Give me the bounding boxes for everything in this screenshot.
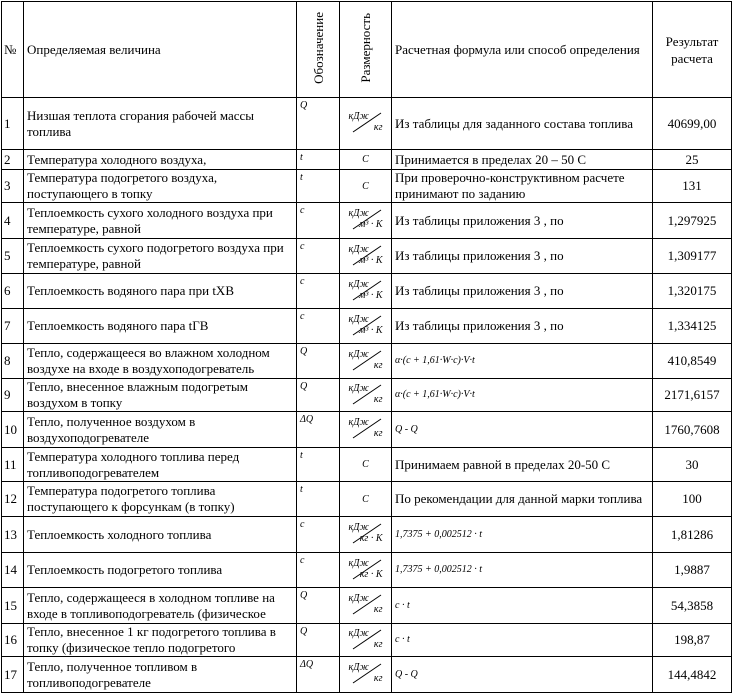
row-unit (340, 274, 392, 309)
row-symbol: Q (297, 344, 340, 379)
row-unit (340, 517, 392, 553)
unit-fraction (347, 243, 385, 267)
row-result: 1,334125 (653, 309, 732, 344)
row-num: 13 (2, 517, 24, 553)
row-unit (340, 379, 392, 412)
row-num: 8 (2, 344, 24, 379)
unit-fraction (347, 521, 385, 545)
table-header-row (2, 2, 732, 98)
row-result: 100 (653, 482, 732, 517)
row-formula: 1,7375 + 0,002512 · t (392, 553, 653, 588)
row-formula: c · t (392, 588, 653, 624)
header-unit-text: Размерность (358, 12, 373, 83)
row-formula: Из таблицы приложения 3 , по (392, 309, 653, 344)
header-formula: Расчетная формула или способ определения (392, 2, 653, 98)
row-symbol: ΔQ (297, 657, 340, 693)
row-formula: Из таблицы для заданного состава топлива (392, 98, 653, 150)
unit-numerator: кДж (348, 243, 369, 255)
unit-fraction (347, 382, 385, 406)
unit-text: C (362, 154, 369, 165)
row-symbol: c (297, 274, 340, 309)
row-num: 10 (2, 412, 24, 448)
row-unit (340, 482, 392, 517)
row-result: 144,4842 (653, 657, 732, 693)
unit-fraction (347, 278, 385, 302)
calculation-table (1, 1, 732, 693)
row-name: Теплоемкость холодного топлива (24, 517, 297, 553)
row-num: 11 (2, 448, 24, 482)
row-symbol: Q (297, 588, 340, 624)
unit-numerator: кДж (348, 111, 369, 122)
table-row (2, 98, 732, 150)
row-num: 14 (2, 553, 24, 588)
row-symbol: c (297, 553, 340, 588)
unit-numerator: кДж (348, 417, 369, 428)
row-symbol: ΔQ (297, 412, 340, 448)
row-num: 6 (2, 274, 24, 309)
unit-denominator: кг (373, 604, 383, 615)
row-result: 1760,7608 (653, 412, 732, 448)
row-result: 2171,6157 (653, 379, 732, 412)
unit-fraction (347, 557, 385, 581)
unit-numerator: кДж (348, 278, 369, 290)
row-name: Теплоемкость подогретого топлива (24, 553, 297, 588)
unit-denominator: кг (373, 393, 383, 405)
row-result: 54,3858 (653, 588, 732, 624)
table-body (2, 98, 732, 693)
unit-denominator: м³ · K (358, 289, 383, 301)
row-unit (340, 624, 392, 657)
unit-numerator: кДж (348, 382, 369, 394)
unit-numerator: кДж (348, 313, 369, 325)
header-symbol-text: Обозначение (310, 11, 326, 84)
unit-fraction (347, 207, 385, 231)
row-num: 5 (2, 239, 24, 274)
unit-numerator: кДж (348, 593, 369, 604)
unit-denominator: м³ · K (358, 219, 383, 230)
row-name: Теплоемкость водяного пара tГВ (24, 309, 297, 344)
row-formula: α·(c + 1,61·W·c)·V·t (392, 379, 653, 412)
unit-numerator: кДж (348, 662, 369, 673)
row-num: 15 (2, 588, 24, 624)
row-unit (340, 98, 392, 150)
unit-fraction (347, 313, 385, 337)
table-row (2, 412, 732, 448)
header-unit (340, 2, 392, 98)
row-symbol: c (297, 239, 340, 274)
row-formula: Q - Q (392, 657, 653, 693)
table-row (2, 517, 732, 553)
unit-fraction (347, 416, 385, 440)
table-row (2, 448, 732, 482)
unit-denominator: кг (373, 638, 383, 650)
row-result: 25 (653, 150, 732, 170)
row-num: 17 (2, 657, 24, 693)
row-symbol: Q (297, 379, 340, 412)
row-num: 2 (2, 150, 24, 170)
row-formula: Q - Q (392, 412, 653, 448)
unit-fraction (347, 592, 385, 616)
table-row (2, 274, 732, 309)
unit-numerator: кДж (348, 348, 369, 360)
row-unit (340, 412, 392, 448)
row-num: 3 (2, 170, 24, 203)
table-row (2, 239, 732, 274)
unit-fraction (347, 348, 385, 372)
row-result: 30 (653, 448, 732, 482)
row-unit (340, 150, 392, 170)
unit-fraction (347, 110, 385, 134)
row-formula: c · t (392, 624, 653, 657)
row-num: 1 (2, 98, 24, 150)
row-name: Теплоемкость водяного пара при tХВ (24, 274, 297, 309)
row-result: 40699,00 (653, 98, 732, 150)
unit-text: C (362, 493, 369, 505)
row-name: Тепло, полученное воздухом в воздухоподогревателе (24, 412, 297, 448)
row-unit (340, 170, 392, 203)
row-unit (340, 344, 392, 379)
row-formula: Из таблицы приложения 3 , по (392, 203, 653, 239)
row-unit (340, 588, 392, 624)
row-unit (340, 448, 392, 482)
header-symbol (297, 2, 340, 98)
unit-denominator: м³ · K (358, 254, 383, 266)
row-result: 410,8549 (653, 344, 732, 379)
row-formula: По рекомендации для данной марки топлива (392, 482, 653, 517)
row-symbol: c (297, 517, 340, 553)
row-symbol: c (297, 203, 340, 239)
table-row (2, 203, 732, 239)
table-row (2, 553, 732, 588)
row-result: 1,81286 (653, 517, 732, 553)
row-num: 7 (2, 309, 24, 344)
row-symbol: t (297, 482, 340, 517)
table-row (2, 588, 732, 624)
row-symbol: Q (297, 624, 340, 657)
unit-fraction (347, 627, 385, 651)
row-result: 1,297925 (653, 203, 732, 239)
row-symbol: Q (297, 98, 340, 150)
table-row (2, 150, 732, 170)
header-name: Определяемая величина (24, 2, 297, 98)
table-row (2, 344, 732, 379)
row-name: Тепло, содержащееся в холодном топливе на входе в топливоподогреватель (физическое (24, 588, 297, 624)
row-name: Тепло, полученное топливом в топливоподогревателе (24, 657, 297, 693)
row-result: 198,87 (653, 624, 732, 657)
table-row (2, 482, 732, 517)
unit-numerator: кДж (348, 522, 369, 533)
row-name: Низшая теплота сгорания рабочей массы топлива (24, 98, 297, 150)
unit-text: C (362, 180, 369, 192)
row-formula: 1,7375 + 0,002512 · t (392, 517, 653, 553)
row-symbol: t (297, 448, 340, 482)
unit-denominator: кг (373, 359, 383, 371)
unit-text: C (362, 459, 369, 470)
row-name: Теплоемкость сухого подогретого воздуха при температуре, равной (24, 239, 297, 274)
header-num: № (2, 2, 24, 98)
row-name: Температура подогретого топлива поступающего к форсункам (в топку) (24, 482, 297, 517)
table-row (2, 379, 732, 412)
row-name: Тепло, внесенное 1 кг подогретого топлива в топку (физическое тепло подогретого (24, 624, 297, 657)
header-result: Результат расчета (653, 2, 732, 98)
unit-numerator: кДж (348, 208, 369, 219)
row-result: 131 (653, 170, 732, 203)
row-num: 9 (2, 379, 24, 412)
row-formula: При проверочно-конструктивном расчете принимают по заданию (392, 170, 653, 203)
unit-denominator: кг (373, 673, 383, 684)
row-symbol: t (297, 150, 340, 170)
row-formula: Из таблицы приложения 3 , по (392, 239, 653, 274)
unit-denominator: кг · K (359, 533, 383, 544)
row-name: Температура холодного топлива перед топливоподогревателем (24, 448, 297, 482)
row-unit (340, 553, 392, 588)
unit-denominator: кг (373, 122, 383, 133)
row-unit (340, 203, 392, 239)
row-num: 16 (2, 624, 24, 657)
unit-numerator: кДж (348, 627, 369, 639)
row-num: 4 (2, 203, 24, 239)
row-formula: α·(c + 1,61·W·c)·V·t (392, 344, 653, 379)
row-num: 12 (2, 482, 24, 517)
row-result: 1,9887 (653, 553, 732, 588)
row-name: Теплоемкость сухого холодного воздуха при температуре, равной (24, 203, 297, 239)
unit-denominator: кг (373, 428, 383, 439)
table-row (2, 170, 732, 203)
unit-numerator: кДж (348, 557, 369, 569)
row-unit (340, 309, 392, 344)
row-formula: Принимается в пределах 20 – 50 C (392, 150, 653, 170)
row-name: Тепло, внесенное влажным подогретым воздухом в топку (24, 379, 297, 412)
row-name: Температура подогретого воздуха, поступающего в топку (24, 170, 297, 203)
row-result: 1,309177 (653, 239, 732, 274)
table-row (2, 624, 732, 657)
row-symbol: c (297, 309, 340, 344)
row-unit (340, 657, 392, 693)
row-result: 1,320175 (653, 274, 732, 309)
row-unit (340, 239, 392, 274)
row-name: Температура холодного воздуха, (24, 150, 297, 170)
table-row (2, 657, 732, 693)
row-formula: Принимаем равной в пределах 20-50 C (392, 448, 653, 482)
unit-fraction (347, 661, 385, 685)
unit-denominator: м³ · K (358, 324, 383, 336)
table-row (2, 309, 732, 344)
unit-denominator: кг · K (359, 568, 383, 580)
row-symbol: t (297, 170, 340, 203)
row-formula: Из таблицы приложения 3 , по (392, 274, 653, 309)
row-name: Тепло, содержащееся во влажном холодном воздухе на входе в воздухоподогреватель (24, 344, 297, 379)
